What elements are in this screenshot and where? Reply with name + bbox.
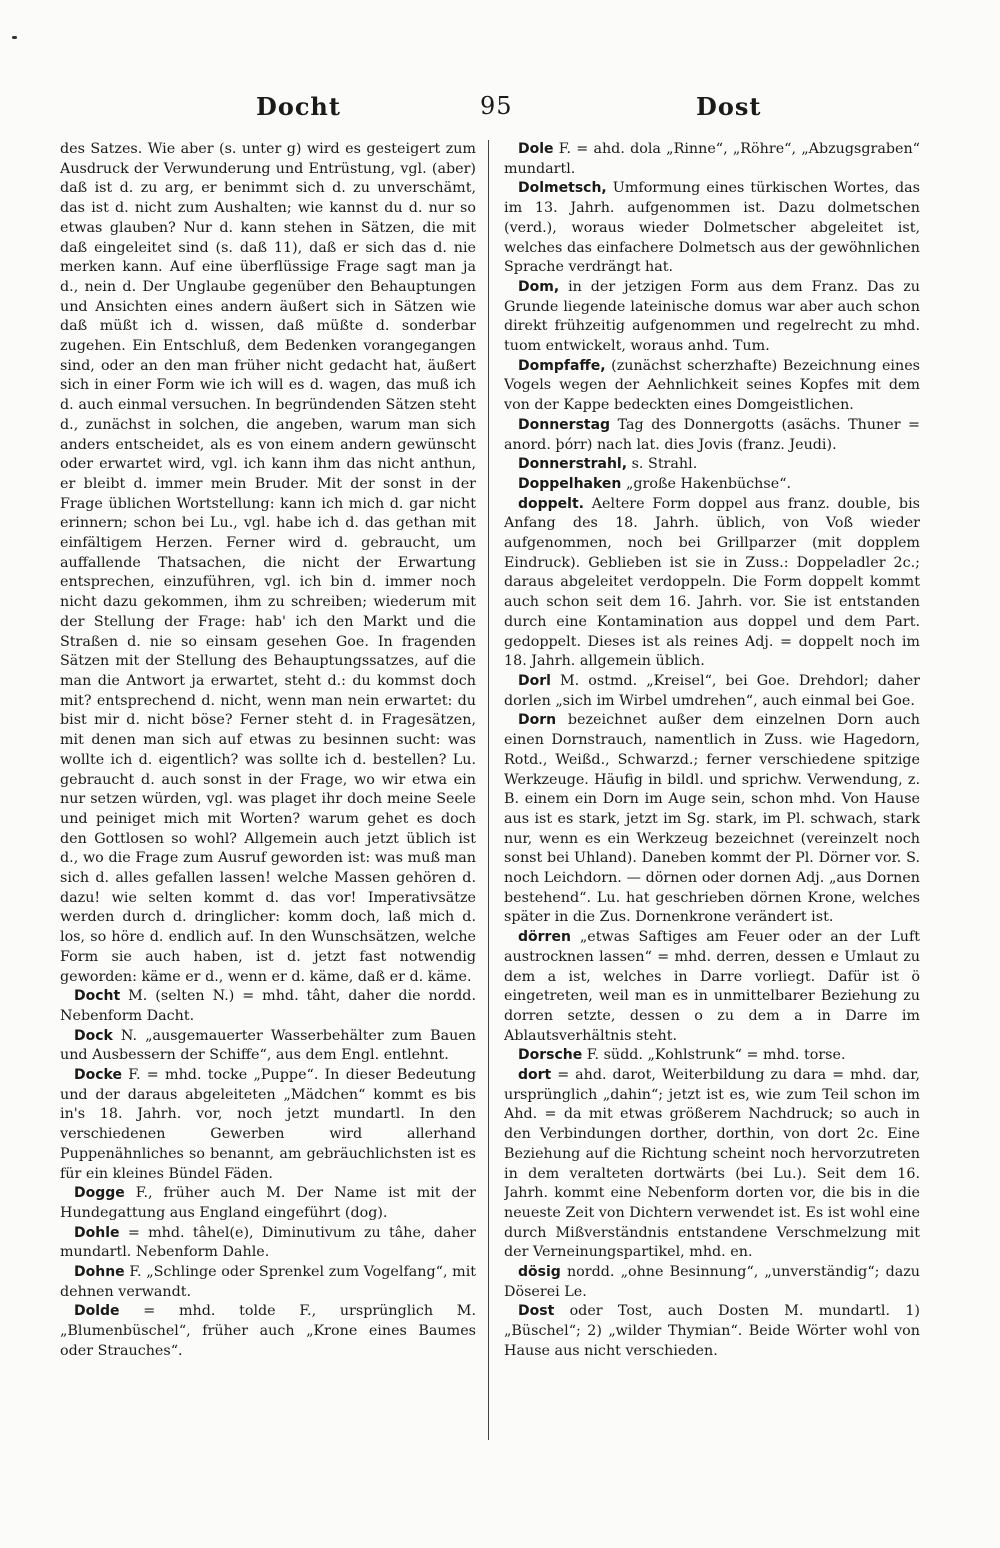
entry-text: „große Hakenbüchse“. (625, 475, 792, 492)
entry-headword: Dock (74, 1027, 113, 1044)
entry-headword: Dost (518, 1303, 555, 1320)
entry-text: (zunächst scherzhafte) Bezeichnung eines Vogels wegen der Aehnlichkeit seines Kopfes mit dem von der Kappe bedeckten eines Domgeistlichen. (504, 357, 920, 414)
entry-headword: Docke (74, 1067, 122, 1084)
entry-text: oder Tost, auch Dosten M. mundartl. 1) „Büschel“; 2) „wilder Thymian“. Beide Wörter wohl von Hause aus nicht verschieden. (504, 1303, 920, 1359)
entry-headword: Docht (74, 988, 121, 1005)
entry-headword: Donnerstrahl, (518, 456, 628, 473)
entry-text: Tag des Donnergotts (asächs. Thuner = anord. þórr) nach lat. dies Jovis (franz. Jeudi). (504, 416, 920, 453)
dictionary-entry (504, 1046, 920, 1066)
entry-text: F. = mhd. tocke „Puppe“. In dieser Bedeutung und der daraus abgeleiteten „Mädchen“ kommt es bis in's 18. Jahrh. vor, noch jetzt mundartl. In den verschiedenen Gewerben wird allerhand Puppenähnliches so benannt, am gebräuchlichsten ist es für ein kleines Bündel Fäden. (60, 1067, 476, 1182)
dictionary-entry (504, 416, 920, 455)
entry-text: nordd. „ohne Besinnung“, „unverständig“; dazu Döserei Le. (504, 1264, 920, 1300)
entry-headword: dort (518, 1067, 552, 1084)
entry-text: M. (selten N.) = mhd. tâht, daher die nordd. Nebenform Dacht. (60, 988, 476, 1024)
entry-text: = mhd. tâhel(e), Diminutivum zu tâhe, daher mundartl. Nebenform Dahle. (60, 1224, 476, 1261)
dictionary-entry (504, 672, 920, 711)
entry-text: = ahd. darot, Weiterbildung zu dara = mhd. dar, ursprünglich „dahin“; jetzt ist es, wie zum Teil schon im Ahd. = da mit etwas größerem Nachdruck; so auch in den Verbindungen dorther, dorthin, von dort 2c. Eine Beziehung auf die Richtung scheint noch hervorzutreten in dem veralteten dortwärts (bei Lu.). Seit dem 16. Jahrh. kommt eine Nebenform dorten vor, die bis in die neueste Zeit von Dichtern verwendet ist. Es ist wohl eine durch Mißverständnis entstandene Verschmelzung mit der Verneinungspartikel, mhd. en. (504, 1067, 920, 1261)
page-number: 95 (480, 92, 513, 120)
entry-text: N. „ausgemauerter Wasserbehälter zum Bauen und Ausbessern der Schiffe“, aus dem Engl. entlehnt. (60, 1027, 476, 1064)
entry-headword: Donnerstag (518, 416, 611, 433)
entry-headword: Dompfaffe, (518, 357, 606, 374)
dictionary-entry (504, 711, 920, 928)
entry-headword: Doppelhaken (518, 475, 622, 492)
dictionary-entry (504, 278, 920, 357)
entry-text: F. südd. „Kohlstrunk“ = mhd. torse. (586, 1047, 846, 1064)
entry-headword: Dole (518, 141, 554, 157)
dictionary-entry (504, 357, 920, 416)
left-column (60, 140, 476, 1440)
dictionary-entry (60, 1027, 476, 1066)
entry-text: F. „Schlinge oder Sprenkel zum Vogelfang“, mit dehnen verwandt. (60, 1264, 476, 1300)
dictionary-entry (504, 140, 920, 179)
dictionary-entry (504, 928, 920, 1046)
dictionary-entry (60, 1224, 476, 1263)
entry-headword: Dom, (518, 278, 560, 295)
entry-text: in der jetzigen Form aus dem Franz. Das zu Grunde liegende lateinische domus war aber auch schon direkt frühzeitig aufgenommen und regelrecht zu mhd. tuom entwickelt, woraus anhd. Tum. (504, 278, 920, 355)
entry-headword: Dorn (518, 712, 557, 729)
entry-text: = mhd. tolde F., ursprünglich M. „Blumenbüschel“, früher auch „Krone eines Baumes oder Strauches“. (60, 1303, 476, 1359)
dictionary-entry (60, 1066, 476, 1184)
dictionary-entry (60, 987, 476, 1026)
entry-text: Aeltere Form doppel aus franz. double, bis Anfang des 18. Jahrh. üblich, von Voß wieder aufgenommen, noch bei Grillparzer (mit dopplem Eindruck). Geblieben ist sie in Zuss.: Doppeladler 2c.; daraus abgeleitet verdoppeln. Die Form doppelt kommt auch schon seit dem 16. Jahrh. vor. Sie ist entstanden durch eine Kontamination aus doppel und dem Part. gedoppelt. Dieses ist als reines Adj. = doppelt noch im 18. Jahrh. allgemein üblich. (504, 495, 920, 670)
dictionary-entry (60, 140, 476, 987)
entry-headword: Dolmetsch, (518, 180, 607, 197)
ink-smudge (12, 36, 17, 39)
entry-headword: dösig (518, 1264, 561, 1281)
header-left-guideword: Docht (256, 92, 341, 121)
entry-headword: Dorsche (518, 1047, 583, 1064)
entry-text: F. = ahd. dola „Rinne“, „Röhre“, „Abzugsgraben“ mundartl. (504, 141, 920, 177)
entry-headword: Dorl (518, 672, 551, 689)
dictionary-entry (60, 1302, 476, 1361)
entry-headword: Dolde (74, 1303, 120, 1320)
column-divider (488, 140, 489, 1440)
entry-headword: dörren (518, 929, 571, 946)
dictionary-entry (504, 179, 920, 278)
entry-text: des Satzes. Wie aber (s. unter g) wird es gesteigert zum Ausdruck der Verwunderung und Entrüstung, vgl. (aber) daß ist d. zu arg, er benimmt sich d. zu unverschämt, das ist d. nicht zum Aushalten; wie kannst du d. nur so etwas glauben? Nur d. kann stehen in Sätzen, die mit daß eingeleitet sind (s. daß 11), daß er sich das d. nie merken kann. Auf eine überflüssige Frage sagt man ja d., nein d. Der Unglaube gegenüber den Behauptungen und Ansichten eines andern äußert sich in Sätzen wie daß müßt ich d. wissen, daß müßte d. sonderbar zugehen. Ein Entschluß, dem Bedenken vorangegangen sind, oder an den man früher nicht gedacht hat, äußert sich in einer Form wie ich will es d. wagen, das muß ich d. auch einmal versuchen. In begründenden Sätzen steht d., zunächst in solchen, die angeben, warum man sich anders entscheidet, als es von einem andern gewünscht oder erwartet wird, vgl. ich kann ihm das nicht anthun, er bleibt d. immer mein Bruder. Mit der sonst in der Frage üblichen Wortstellung: kann ich mich d. gar nicht erinnern; schon bei Lu., vgl. habe ich d. das gethan mit einfältigem Herzen. Ferner wird d. gebraucht, um auffallende Thatsachen, die nicht der Erwartung entsprechen, einzuführen, vgl. ich bin d. immer noch nicht dazu gekommen, ihm zu schreiben; wiederum mit der Stellung der Frage: hab' ich den Markt und die Straßen d. nie so einsam gesehen Goe. In fragenden Sätzen mit der Stellung des Behauptungssatzes, auf die man die Antwort ja erwartet, steht d.: du kommst doch mit? entsprechend d. nicht, wenn man nein erwartet: du bist mir d. nicht böse? Ferner steht d. in Fragesätzen, mit denen man sich auf etwas zu besinnen sucht: was wollte ich d. eigentlich? was sollte ich d. bestellen? Lu. gebraucht d. auch sonst in der Frage, wo wir etwa ein nur setzen würden, vgl. was plaget ihr doch meine Seele und peiniget mich mit Worten? warum gehet es doch den Gottlosen so wohl? Allgemein auch jetzt üblich ist d., wo die Frage zum Ausruf geworden ist: was muß man sich d. alles gefallen lassen! welche Massen gehören d. dazu! wie selten kommt d. das vor! Imperativsätze werden durch d. dringlicher: komm doch, laß mich d. los, so höre d. endlich auf. In den Wunschsätzen, welche Form sie auch haben, ist d. jetzt fast notwendig geworden: käme er d., wenn er d. käme, daß er d. käme. (60, 141, 476, 985)
header-right-guideword: Dost (696, 92, 762, 121)
dictionary-entry (504, 455, 920, 475)
page-header (60, 92, 940, 126)
dictionary-entry (504, 495, 920, 672)
entry-text: Umformung eines türkischen Wortes, das im 13. Jahrh. aufgenommen ist. Dazu dolmetschen (verd.), woraus wieder Dolmetscher abgeleitet ist, welches das einfachere Dolmetsch aus der gewöhnlichen Sprache verdrängt hat. (504, 180, 920, 276)
entry-headword: Dohne (74, 1264, 125, 1281)
entry-text: M. ostmd. „Kreisel“, bei Goe. Drehdorl; daher dorlen „sich im Wirbel umdrehen“, auch einmal bei Goe. (504, 672, 920, 709)
entry-text: s. Strahl. (631, 456, 698, 473)
dictionary-entry (504, 1263, 920, 1302)
entry-text: F., früher auch M. Der Name ist mit der Hundegattung aus England eingeführt (dog). (60, 1185, 476, 1221)
right-column (504, 140, 920, 1440)
dictionary-entry (504, 1066, 920, 1263)
dictionary-entry (504, 1302, 920, 1361)
entry-text: „etwas Saftiges am Feuer oder an der Luft austrocknen lassen“ = mhd. derren, dessen e Umlaut zu dem a ist, welches in Darre vorliegt. Dafür ist ö eingetreten, weil man es in unmittelbarer Beziehung zu dorren setzte, dessen o zu dem a in Darre im Ablautsverhältnis steht. (504, 929, 920, 1044)
entry-headword: doppelt. (518, 495, 584, 512)
entry-headword: Dogge (74, 1185, 125, 1202)
dictionary-entry (504, 475, 920, 495)
dictionary-entry (60, 1184, 476, 1223)
entry-text: bezeichnet außer dem einzelnen Dorn auch einen Dornstrauch, namentlich in Zuss. wie Hagedorn, Rotd., Weißd., Schwarzd.; ferner verschiedene spitzige Werkzeuge. Häufig in bildl. und sprichw. Verwendung, z. B. einem ein Dorn im Auge sein, schon mhd. Von Hause aus ist es stark, jetzt im Sg. stark, im Pl. schwach, stark nur, wenn es ein Werkzeug bezeichnet (vereinzelt noch sonst bei Uhland). Daneben kommt der Pl. Dörner vor. S. noch Leichdorn. — dörnen oder dornen Adj. „aus Dornen bestehend“. Lu. hat geschrieben dörnen Krone, welches später in die Zus. Dornenkrone verändert ist. (504, 712, 920, 926)
dictionary-entry (60, 1263, 476, 1302)
entry-headword: Dohle (74, 1224, 120, 1241)
